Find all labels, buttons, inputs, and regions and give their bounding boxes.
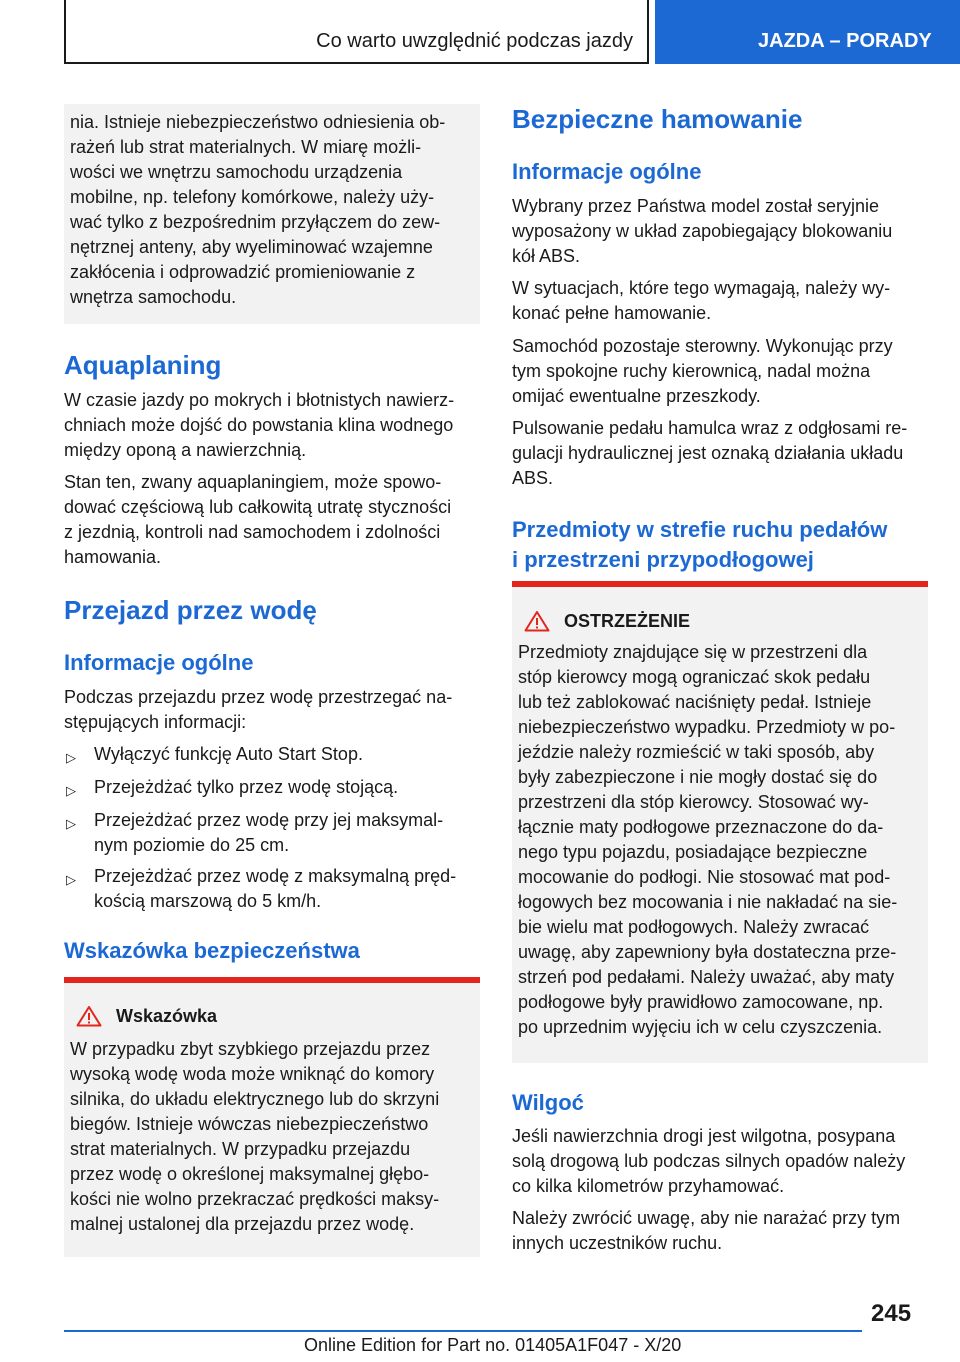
note-title: Wskazówka (116, 1006, 218, 1026)
moisture-heading: Wilgoć (512, 1090, 584, 1115)
braking-subheading: Informacje ogólne (512, 159, 702, 184)
aquaplaning-para-1 (64, 388, 480, 463)
text-line: uwagę, aby zapewniony była dostateczna prze- (518, 942, 897, 962)
chapter-tab-label: JAZDA – PORADY (758, 30, 932, 52)
text-line: strat materialnych. W przypadku przejazdu (70, 1139, 411, 1159)
aquaplaning-para-2 (64, 470, 480, 570)
text-line: mocowanie do podłogi. Nie stosować mat pod- (518, 867, 891, 887)
intro-line: wości we wnętrzu samochodu urządzenia (70, 162, 403, 182)
warning-box (512, 587, 928, 1063)
intro-line: mobilne, np. telefony komórkowe, należy uży- (70, 187, 435, 207)
intro-line: zakłócenia i odprowadzić promieniowanie z (70, 262, 416, 282)
intro-line: wnętrza samochodu. (70, 287, 237, 307)
moisture-para-2 (512, 1206, 928, 1256)
text-line: chniach może dojść do powstania klina wodnego (64, 415, 454, 435)
list-item (64, 864, 480, 914)
list-item-text: Przejeżdżać tylko przez wodę stojącą. (94, 777, 399, 797)
intro-box (64, 104, 480, 324)
text-line: między oponą a nawierzchnią. (64, 440, 307, 460)
warning-title-row (518, 609, 922, 633)
text-line: omijać ewentualne przeszkody. (512, 386, 761, 406)
intro-line: nia. Istnieje niebezpieczeństwo odniesienia ob- (70, 112, 446, 132)
text-line: były zabezpieczone i nie mogły dostać się do (518, 767, 878, 787)
text-line: W czasie jazdy po mokrych i błotnistych nawierz- (64, 390, 455, 410)
text-line: bie wielu mat podłogowych. Należy zwracać (518, 917, 870, 937)
warning-body (518, 640, 922, 1040)
text-line: silnika, do układu elektrycznego lub do skrzyni (70, 1089, 440, 1109)
braking-heading: Bezpieczne hamowanie (512, 104, 803, 134)
triangle-right-icon: ▷ (66, 872, 76, 887)
text-line: przestrzeni dla stóp kierowcy. Stosować wy- (518, 792, 869, 812)
intro-line: rażeń lub strat materialnych. W miarę możli- (70, 137, 422, 157)
page-number: 245 (871, 1300, 912, 1327)
intro-line: nętrznej anteny, aby wyeliminować wzajemne (70, 237, 433, 257)
list-item (64, 775, 480, 800)
heading-line: Przedmioty w strefie ruchu pedałów (512, 517, 888, 542)
text-line: biegów. Istnieje wówczas niebezpieczeństwo (70, 1114, 429, 1134)
pedal-heading (512, 515, 932, 575)
warning-triangle-icon (524, 610, 550, 632)
text-line: jeździe należy rozmieścić w taki sposób, aby (518, 742, 875, 762)
text-line: konać pełne hamowanie. (512, 303, 712, 323)
text-line: co kilka kilometrów przyhamować. (512, 1176, 785, 1196)
text-line: Samochód pozostaje sterowny. Wykonując przy (512, 336, 893, 356)
text-line: łogowych bez mocowania i nie nakładać na sie- (518, 892, 898, 912)
safety-note-box (64, 983, 480, 1257)
text-line: po uprzednim wyjęciu ich w celu czyszczenia. (518, 1017, 883, 1037)
list-item-text: Przejeżdżać przez wodę z maksymalną pręd- (94, 866, 457, 886)
text-line: stóp kierowcy mogą ograniczać skok pedału (518, 667, 871, 687)
water-intro (64, 685, 480, 735)
text-line: stępujących informacji: (64, 712, 247, 732)
note-body (70, 1037, 474, 1237)
text-line: Pulsowanie pedału hamulca wraz z odgłosami re- (512, 418, 908, 438)
text-line: gulacji hydraulicznej jest oznaką działania układu (512, 443, 904, 463)
list-item-text: nym poziomie do 25 cm. (94, 835, 290, 855)
text-line: malnej ustalonej dla przejazdu przez wodę. (70, 1214, 415, 1234)
text-line: W przypadku zbyt szybkiego przejazdu przez (70, 1039, 431, 1059)
list-item (64, 742, 480, 767)
moisture-para-1 (512, 1124, 932, 1199)
footer-rule (64, 1330, 862, 1332)
chapter-tab (655, 0, 960, 64)
text-line: wysoką wodę woda może wniknąć do komory (70, 1064, 435, 1084)
triangle-right-icon: ▷ (66, 783, 76, 798)
text-line: ABS. (512, 468, 554, 488)
text-line: W sytuacjach, które tego wymagają, należy wy- (512, 278, 891, 298)
intro-line: wać tylko z bezpośrednim przyłączem do zew- (70, 212, 441, 232)
text-line: nego typu pojazdu, posiadające bezpieczne (518, 842, 868, 862)
text-line: Stan ten, zwany aquaplaningiem, może spowo- (64, 472, 442, 492)
text-line: z jezdnią, kontroli nad samochodem i zdolności (64, 522, 441, 542)
water-heading: Przejazd przez wodę (64, 595, 317, 625)
triangle-right-icon: ▷ (66, 750, 76, 765)
text-line: Jeśli nawierzchnia drogi jest wilgotna, posypana (512, 1126, 896, 1146)
braking-para-1 (512, 194, 928, 269)
section-title: Co warto uwzględnić podczas jazdy (316, 30, 633, 52)
water-subheading: Informacje ogólne (64, 650, 254, 675)
text-line: Wybrany przez Państwa model został seryjnie (512, 196, 879, 216)
text-line: niebezpieczeństwo wypadku. Przedmioty w po- (518, 717, 896, 737)
braking-para-3 (512, 334, 928, 409)
header-box (64, 0, 649, 64)
text-line: innych uczestników ruchu. (512, 1233, 723, 1253)
text-line: Przedmioty znajdujące się w przestrzeni dla (518, 642, 868, 662)
edition-info: Online Edition for Part no. 01405A1F047 - X/20 (304, 1335, 682, 1355)
text-line: kości nie wolno przekraczać prędkości maksy- (70, 1189, 440, 1209)
text-line: kół ABS. (512, 246, 581, 266)
aquaplaning-heading: Aquaplaning (64, 350, 222, 380)
text-line: łącznie maty podłogowe przeznaczone do da- (518, 817, 884, 837)
braking-para-4 (512, 416, 932, 491)
text-line: lub też zablokować naciśnięty pedał. Istnieje (518, 692, 872, 712)
text-line: wyposażony w układ zapobiegający blokowaniu (512, 221, 893, 241)
text-line: dować częściową lub całkowitą utratę styczności (64, 497, 452, 517)
text-line: podłogowe były prawidłowo zamocowane, np. (518, 992, 884, 1012)
text-line: hamowania. (64, 547, 162, 567)
braking-para-2 (512, 276, 928, 326)
text-line: tym spokojne ruchy kierownicą, nadal można (512, 361, 871, 381)
text-line: Podczas przejazdu przez wodę przestrzegać na- (64, 687, 453, 707)
note-title-row (70, 1004, 474, 1028)
heading-line: i przestrzeni przypodłogowej (512, 547, 814, 572)
warning-title: OSTRZEŻENIE (564, 611, 691, 631)
text-line: przez wodę o określonej maksymalnej głębo- (70, 1164, 430, 1184)
text-line: strzeń pod pedałami. Należy uważać, aby maty (518, 967, 895, 987)
text-line: Należy zwrócić uwagę, aby nie narażać przy tym (512, 1208, 901, 1228)
list-item-text: Przejeżdżać przez wodę przy jej maksymal- (94, 810, 444, 830)
safety-heading: Wskazówka bezpieczeństwa (64, 938, 360, 963)
list-item-text: Wyłączyć funkcję Auto Start Stop. (94, 744, 363, 764)
list-item (64, 808, 480, 858)
text-line: solą drogową lub podczas silnych opadów należy (512, 1151, 906, 1171)
warning-triangle-icon (76, 1005, 102, 1027)
triangle-right-icon: ▷ (66, 816, 76, 831)
list-item-text: kością marszową do 5 km/h. (94, 891, 322, 911)
